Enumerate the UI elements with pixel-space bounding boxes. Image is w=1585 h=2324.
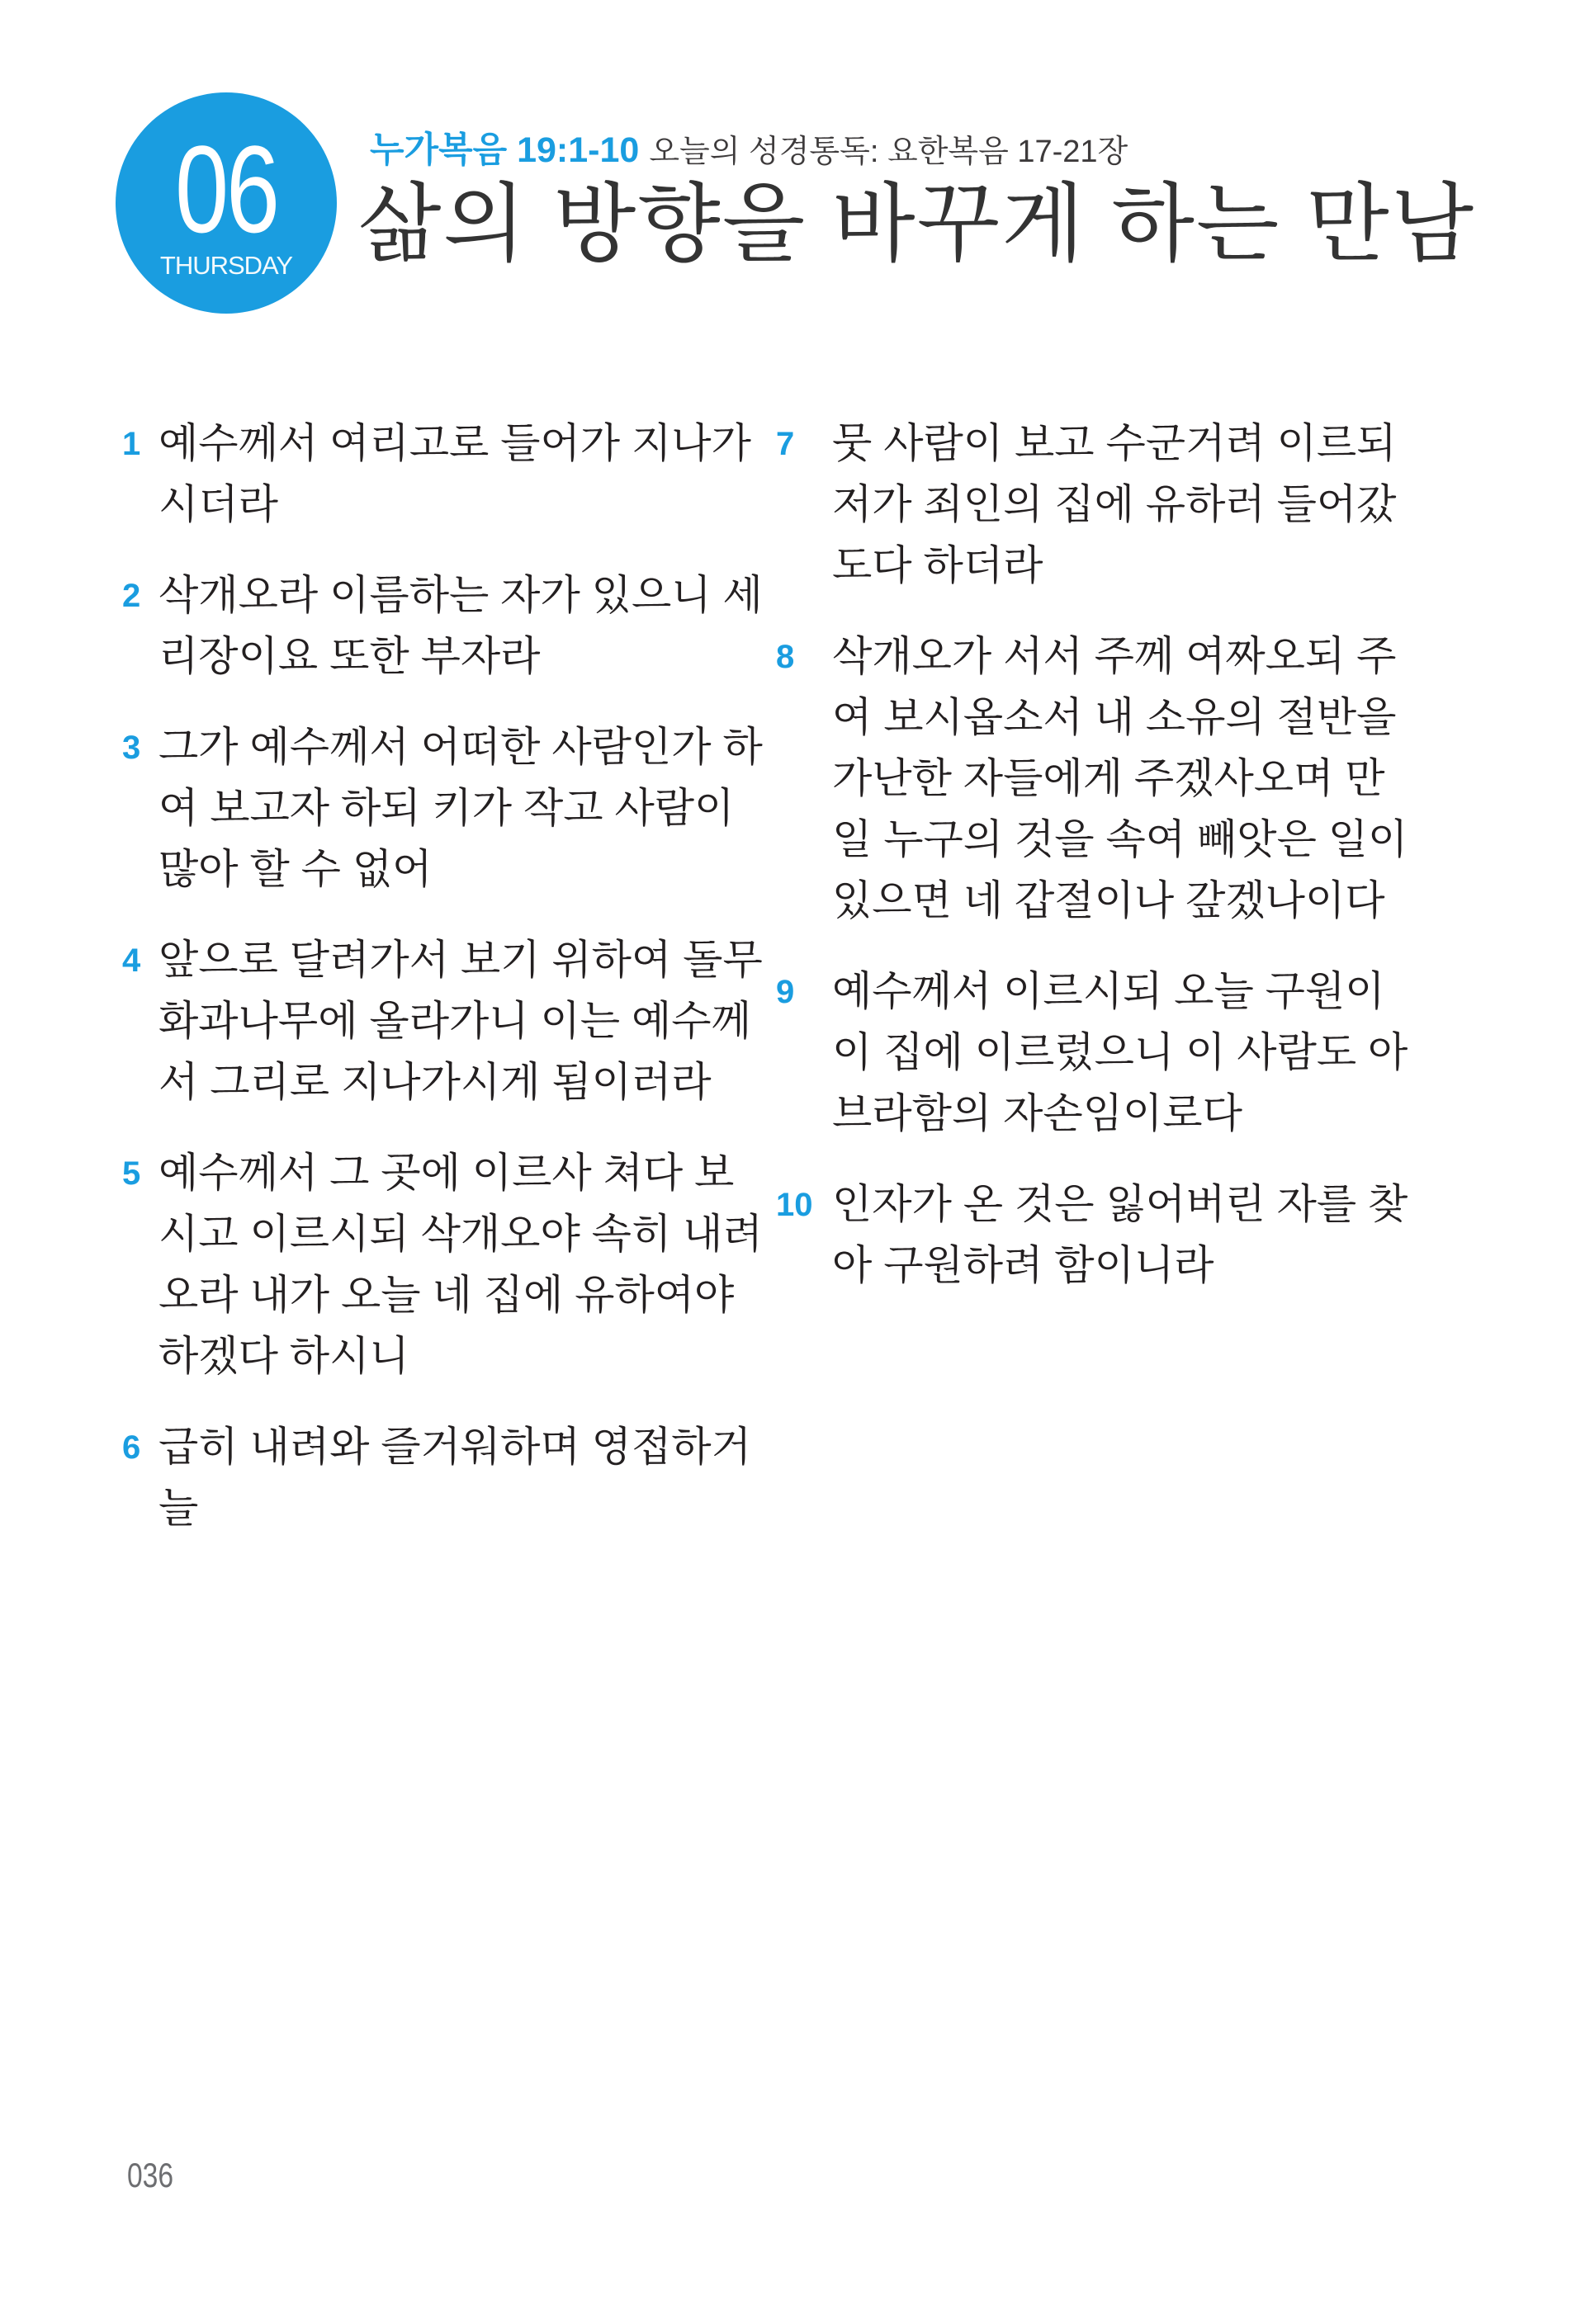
verse-number: 5 — [122, 1155, 141, 1192]
verse-text-line: 예수께서 여리고로 들어가 지나가 — [158, 420, 751, 466]
verse — [122, 413, 751, 535]
verse-text-line: 서 그리로 지나가시게 됨이러라 — [158, 1059, 712, 1105]
day-number: 06 — [175, 120, 277, 258]
verse-text-line: 하겠다 하시니 — [158, 1333, 409, 1379]
verse — [776, 626, 1408, 931]
verse-number: 8 — [776, 639, 795, 675]
verse-text-line: 도다 하더라 — [832, 542, 1043, 588]
verse-text-line: 많아 할 수 없어 — [158, 846, 433, 892]
verses-left-column — [122, 413, 763, 1568]
verse — [122, 929, 763, 1112]
verse-text-line: 오라 내가 오늘 네 집에 유하여야 — [158, 1272, 735, 1318]
verse-text-line: 있으면 네 갑절이나 갚겠나이다 — [832, 877, 1385, 923]
verse-text-line: 앞으로 달려가서 보기 위하여 돌무 — [158, 937, 763, 983]
verse-text-line: 예수께서 이르시되 오늘 구원이 — [832, 968, 1385, 1014]
verse-text-line: 저가 죄인의 집에 유하러 들어갔 — [832, 481, 1397, 527]
verse-number: 9 — [776, 974, 795, 1010]
verse — [122, 716, 763, 900]
verse-text-line: 그가 예수께서 어떠한 사람인가 하 — [158, 724, 763, 770]
verse-number: 4 — [122, 942, 141, 979]
weekday-label: THURSDAY — [159, 251, 293, 280]
verse-text-line: 시고 이르시되 삭개오야 속히 내려 — [158, 1211, 763, 1257]
verse-text-line: 아 구원하려 함이니라 — [832, 1242, 1214, 1288]
verse — [776, 961, 1408, 1144]
verse-text-line: 뭇 사람이 보고 수군거려 이르되 — [832, 420, 1397, 466]
verse-text-line: 예수께서 그 곳에 이르사 쳐다 보 — [158, 1150, 735, 1196]
verse-text-line: 브라함의 자손임이로다 — [832, 1090, 1242, 1136]
verse — [122, 564, 763, 687]
verse-text-line: 여 보고자 하되 키가 작고 사람이 — [158, 785, 735, 831]
verse-number: 3 — [122, 730, 141, 766]
verse-text-line: 이 집에 이르렀으니 이 사람도 아 — [832, 1029, 1408, 1075]
verse-number: 6 — [122, 1429, 141, 1466]
verse-text-line: 늘 — [158, 1485, 199, 1531]
verse-text-line: 리장이요 또한 부자라 — [158, 633, 541, 679]
verse-number: 10 — [776, 1187, 813, 1223]
verse-text-line: 삭개오라 이름하는 자가 있으니 세 — [158, 572, 763, 618]
scripture-subheading — [370, 122, 1128, 172]
verse-text-line: 화과나무에 올라가니 이는 예수께 — [158, 998, 751, 1044]
verse-number: 2 — [122, 578, 141, 614]
verse — [122, 1416, 751, 1538]
verse-text-line: 여 보시옵소서 내 소유의 절반을 — [832, 694, 1397, 740]
verse-number: 7 — [776, 426, 795, 462]
verse-text-line: 가난한 자들에게 주겠사오며 만 — [832, 755, 1385, 801]
page-number: 036 — [127, 2156, 174, 2194]
verse — [776, 413, 1397, 596]
verse-text-line: 급히 내려와 즐거워하며 영접하거 — [158, 1424, 751, 1470]
daily-reading: 오늘의 성경통독: 요한복음 17-21장 — [649, 135, 1128, 169]
verse-text-line: 시더라 — [158, 481, 278, 527]
verse-text-line: 삭개오가 서서 주께 여짜오되 주 — [832, 633, 1397, 679]
page-title: 삶의 방향을 바꾸게 하는 만남 — [358, 177, 1476, 272]
verses-right-column — [776, 413, 1408, 1325]
verse — [122, 1142, 763, 1386]
verse-text-line: 일 누구의 것을 속여 빼앗은 일이 — [832, 816, 1408, 862]
verse-text-line: 인자가 온 것은 잃어버린 자를 찾 — [832, 1181, 1408, 1227]
scripture-reference: 누가복음 19:1-10 — [370, 130, 640, 170]
day-badge — [116, 92, 337, 314]
verse — [776, 1174, 1408, 1296]
verse-number: 1 — [122, 426, 141, 462]
